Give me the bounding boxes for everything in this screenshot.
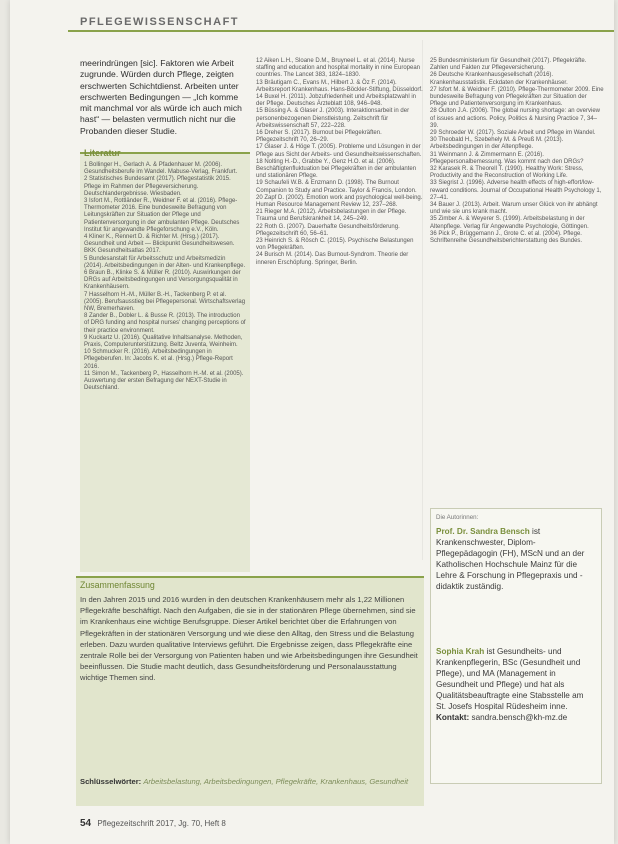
literature-ref: 10 Schmucker R. (2016). Arbeitsbedingungen in Pflegeberufen. In: Jacobs K. et al. (Hrsg.) Pflege-Report 2016. xyxy=(84,349,233,370)
literature-title: Literatur xyxy=(84,148,121,158)
contact-email[interactable]: sandra.bensch@kh-mz.de xyxy=(471,713,568,722)
literature-ref: 3 Isfort M., Rottländer R., Weidner F. et al. (2016). Pflege-Thermometer 2016. Eine bundesweite Befragung von Leitungskräften zur Situation der Pflege und Patientenversorgung in der ambulanten Pflege. Deutsches Institut für angewandte Pflegeforschung e.V., Köln. xyxy=(84,198,240,233)
reference-item: 27 Isfort M. & Weidner F. (2010). Pflege-Thermometer 2009. Eine bundesweite Befragung von Pflegekräften zur Situation der Pflege und Patientenversorgung im Krankenhaus. xyxy=(430,86,604,108)
reference-item: 18 Nolting H.-D., Grabbe Y., Genz H.O. et al. (2006). Beschäftigtenfluktuation bei Pflegekräften in der ambulanten und stationären Pflege. xyxy=(256,158,417,180)
literature-ref: 6 Braun B., Klinke S. & Müller R. (2010). Auswirkungen der DRGs auf Arbeitsbedingungen und Versorgungsqualität in Krankenhäusern. xyxy=(84,270,241,291)
summary-text: In den Jahren 2015 und 2016 wurden in den deutschen Krankenhäusern mehr als 1,22 Millionen Pflegekräfte beschäftigt. Nach den Aufgaben, die sie in der stationären Pflege übernehmen, sind sie im Krankenhaus eine wichtige Berufsgruppe. Dieser Artikel berichtet über die Erfahrungen von Pflegekräften in der stationären Versorgung und wie diese den Alltag, den Stress und die Belastung erleben. Dazu wurden qualitative Interviews geführt. Die Ergebnisse zeigen, dass Pflegekräfte eine zentrale Rolle bei der Versorgung von Patienten haben und wie Arbeitsbedingungen ihre Gesundheit beeinflussen. Die Studie macht deutlich, dass Gesundheitsförderung und Personalausstattung wichtige Themen sind. xyxy=(80,595,418,683)
literature-ref: 1 Bollinger H., Gerlach A. & Pfadenhauer M. (2006). Gesundheitsberufe im Wandel. Mabuse-Verlag, Frankfurt. xyxy=(84,162,238,176)
lead-paragraph: meerindrüngen [sic]. Faktoren wie Arbeit zugrunde. Würden durch Pflege, zeigten erschwerten Schichtdienst. Arbeiten unter erschwerten Bedingungen — „Ich komme mit manchmal vor als würde ich auch mich hast“ — belasten vermutlich nicht nur die Probanden dieser Studie. xyxy=(80,58,242,136)
page-footer xyxy=(80,818,226,829)
author-box-label: Die Autorinnen: xyxy=(436,514,479,521)
literature-ref: 7 Hasselhorn H.-M., Müller B.-H., Tackenberg P. et al. (2005). Berufsausstieg bei Pflegepersonal. Wirtschaftsverlag NW, Bremerhaven. xyxy=(84,291,246,313)
reference-item: 34 Bauer J. (2013). Arbeit. Warum unser Glück von ihr abhängt und wie sie uns krank macht. xyxy=(430,202,598,216)
reference-item: 33 Siegrist J. (1996). Adverse health effects of high-effort/low-reward conditions. Journal of Occupational Health Psychology 1, 27–41. xyxy=(430,180,602,201)
author-bio xyxy=(436,526,594,592)
reference-item: 26 Deutsche Krankenhausgesellschaft (2016). Krankenhausstatistik. Eckdaten der Krankenhäuser. xyxy=(430,72,568,86)
journal-citation: Pflegezeitschrift 2017, Jg. 70, Heft 8 xyxy=(97,819,226,828)
literature-list xyxy=(84,162,246,393)
literature-ref: 5 Bundesanstalt für Arbeitsschutz und Arbeitsmedizin (2014). Arbeitsbedingungen in der Alten- und Krankenpflege. xyxy=(84,255,246,269)
reference-item: 29 Schroeder W. (2017). Soziale Arbeit und Pflege im Wandel. xyxy=(430,130,596,137)
reference-item: 16 Dreher S. (2017). Burnout bei Pflegekräften. Pflegezeitschrift 70, 26–29. xyxy=(256,130,382,144)
reference-item: 13 Bräutigam C., Evans M., Hilbert J. & Öz F. (2014). Arbeitsreport Krankenhaus. Hans-Böckler-Stiftung, Düsseldorf. xyxy=(256,79,423,93)
author-description: ist Krankenschwester, Diplom-Pflegepädagogin (FH), MScN und an der Katholischen Hochschule Mainz für die Lehre & Forschung in Pflegepraxis und -didaktik zuständig. xyxy=(436,527,585,591)
keywords-value: Arbeitsbelastung, Arbeitsbedingungen, Pflegekräfte, Krankenhaus, Gesundheit xyxy=(143,777,409,786)
literature-ref: 4 Kliner K., Rennert D. & Richter M. (Hrsg.) (2017). Gesundheit und Arbeit — Blickpunkt Gesundheitswesen. BKK Gesundheitsatlas 2017. xyxy=(84,234,235,255)
reference-item: 35 Zimber A. & Weyerer S. (1999). Arbeitsbelastung in der Altenpflege. Verlag für Angewandte Psychologie, Göttingen. xyxy=(430,216,589,230)
middle-reference-column xyxy=(256,58,424,267)
reference-item: 19 Schaufeli W.B. & Enzmann D. (1998). The Burnout Companion to Study and Practice. Taylor & Francis, London. xyxy=(256,180,417,194)
keywords xyxy=(80,776,420,787)
reference-item: 23 Heinrich S. & Rösch C. (2015). Psychische Belastungen von Pflegekräften. xyxy=(256,238,414,252)
reference-item: 17 Glaser J. & Höge T. (2005). Probleme und Lösungen in der Pflege aus Sicht der Arbeits- und Gesundheitswissenschaften. xyxy=(256,144,422,158)
author-description: ist Gesundheits- und Krankenpflegerin, BSc (Gesundheit und Pflege), und MA (Management in Gesundheit und Pflege) und hat als Qualitätsbeauftragte eine Stabsstelle am St. Josefs Hospital Rüdesheim inne. xyxy=(436,647,584,711)
author-name: Sophia Krah xyxy=(436,647,485,656)
reference-item: 12 Aiken L.H., Sloane D.M., Bruyneel L. et al. (2014). Nurse staffing and education and hospital mortality in nine European countries. The Lancet 383, 1824–1830. xyxy=(256,58,421,79)
summary-title: Zusammenfassung xyxy=(80,580,155,590)
reference-item: 28 Oulton J.A. (2006). The global nursing shortage: an overview of issues and actions. Policy, Politics & Nursing Practice 7, 34–39. xyxy=(430,108,600,129)
literature-ref: 9 Kuckartz U. (2016). Qualitative Inhaltsanalyse. Methoden, Praxis, Computerunterstützung. Beltz Juventa, Weinheim. xyxy=(84,334,243,349)
literature-ref: 11 Simon M., Tackenberg P., Hasselhorn H.-M. et al. (2005). Auswertung der ersten Befragung der NEXT-Studie in Deutschland. xyxy=(84,370,244,392)
contact-label: Kontakt: xyxy=(436,713,470,722)
reference-item: 36 Pick P., Brüggemann J., Grote C. et al. (2004). Pflege. Schriftenreihe Gesundheitsberichterstattung des Bundes. xyxy=(430,230,583,245)
reference-item: 20 Zapf D. (2002). Emotion work and psychological well-being. Human Resource Management Review 12, 237–268. xyxy=(256,194,423,209)
author-bio xyxy=(436,646,594,723)
reference-item: 14 Buxel H. (2011). Jobzufriedenheit und Arbeitsplatzwahl in der Pflege. Deutsches Ärzteblatt 108, 946–948. xyxy=(256,94,416,108)
reference-item: 30 Theobald H., Szebehely M. & Preuß M. (2013). Arbeitsbedingungen in der Altenpflege. xyxy=(430,137,564,151)
header-rule xyxy=(68,30,614,32)
reference-item: 31 Weinmann J. & Zimmermann E. (2016). Pflegepersonalbemessung. Was kommt nach den DRGs? xyxy=(430,151,584,165)
reference-item: 21 Rieger M.A. (2012). Arbeitsbelastungen in der Pflege. Trauma und Berufskrankheit 14, 245–249. xyxy=(256,209,407,223)
literature-ref: 8 Zander B., Dobler L. & Busse R. (2013). The introduction of DRG funding and hospital nurses' changing perceptions of their practice environment. xyxy=(84,313,246,334)
section-header: PFLEGEWISSENSCHAFT xyxy=(80,16,240,28)
right-reference-column xyxy=(430,58,604,245)
reference-item: 22 Roth G. (2007). Dauerhafte Gesundheitsförderung. Pflegezeitschrift 60, 56–61. xyxy=(256,223,400,237)
page-number: 54 xyxy=(80,818,92,829)
literature-ref: 2 Statistisches Bundesamt (2017). Pflegestatistik 2015. Pflege im Rahmen der Pflegeversicherung. Deutschlandergebnisse. Wiesbaden. xyxy=(84,176,231,197)
author-name: Prof. Dr. Sandra Bensch xyxy=(436,527,530,536)
keywords-label: Schlüsselwörter: xyxy=(80,777,142,786)
reference-item: 25 Bundesministerium für Gesundheit (2017). Pflegekräfte. Zahlen und Fakten zur Pflegeversicherung. xyxy=(430,58,587,72)
reference-item: 24 Burisch M. (2014). Das Burnout-Syndrom. Theorie der inneren Erschöpfung. Springer, Berlin. xyxy=(256,252,409,266)
reference-item: 32 Karasek R. & Theorell T. (1990). Healthy Work: Stress, Productivity and the Reconstruction of Working Life. xyxy=(430,166,584,180)
reference-item: 15 Büssing A. & Glaser J. (2003). Interaktionsarbeit in der personenbezogenen Dienstleistung. Zeitschrift für Arbeitswissenschaft 57, 222–228. xyxy=(256,108,410,129)
